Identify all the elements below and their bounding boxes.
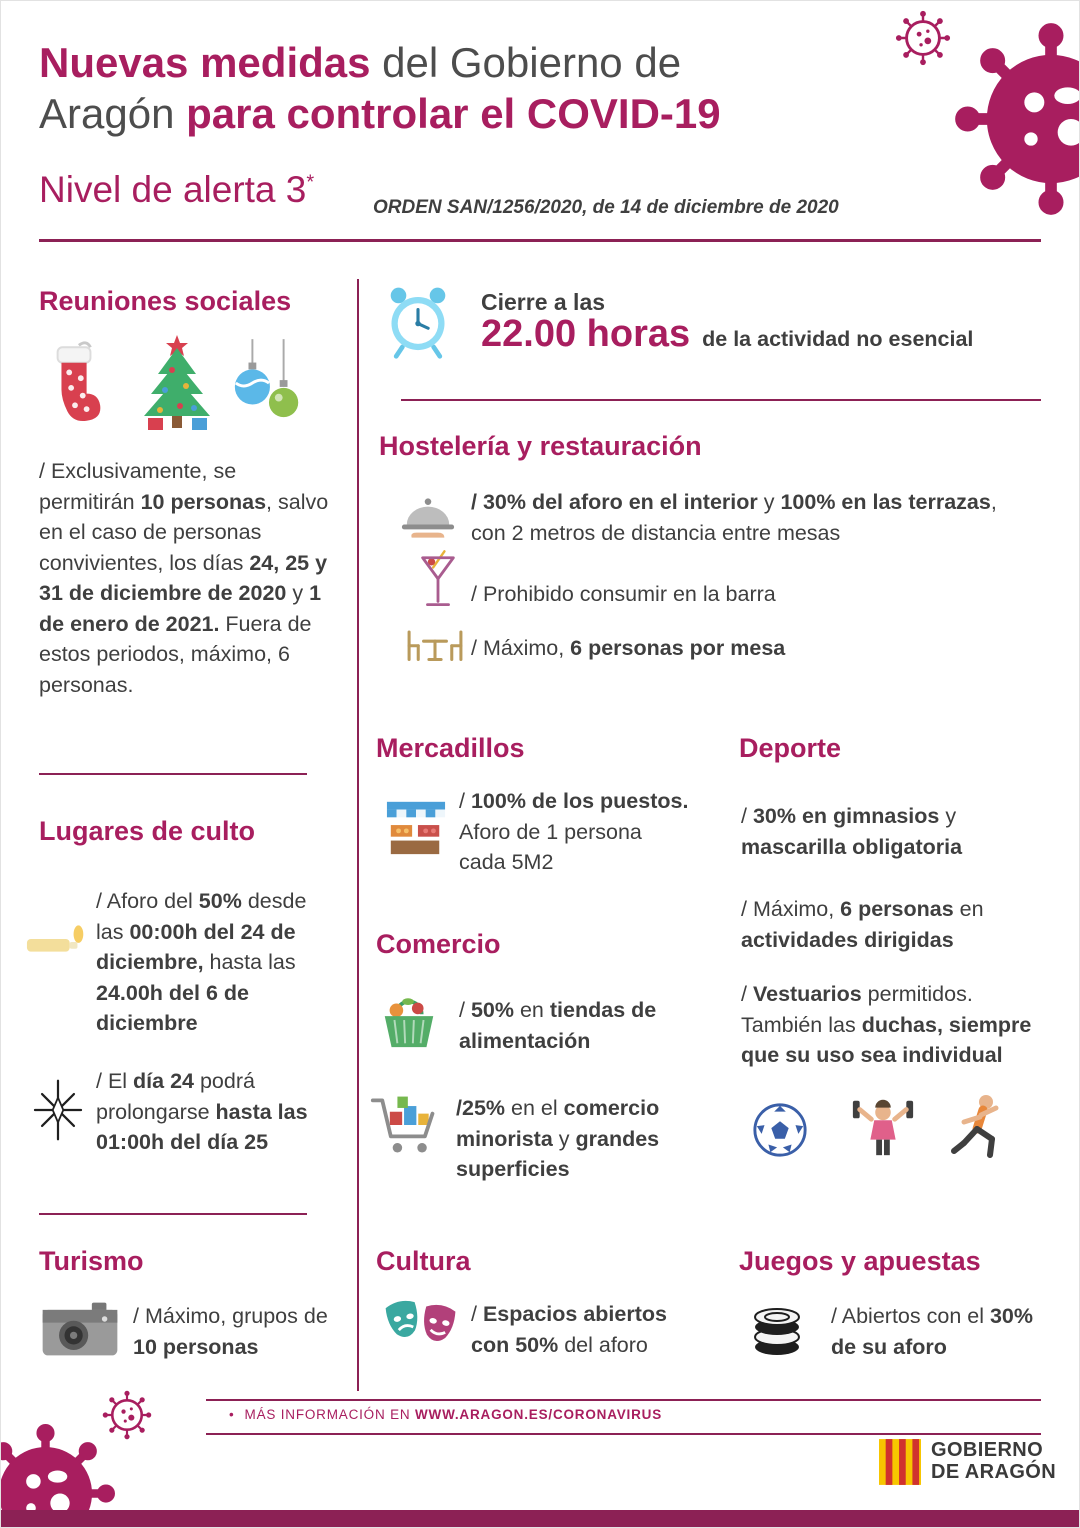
theater-masks-icon — [384, 1297, 458, 1355]
table-chairs-icon — [403, 625, 467, 665]
footer-info — [229, 1407, 662, 1422]
comercio-item-2: /25% en el comercio minorista y grandes superficies — [456, 1096, 660, 1182]
logo-text — [931, 1440, 1056, 1483]
footer-rule-top — [206, 1399, 1041, 1401]
section-heading-culto: Lugares de culto — [39, 816, 256, 846]
runner-icon — [949, 1093, 1011, 1163]
market-stall-icon — [385, 796, 447, 858]
reuniones-body: / Exclusivamente, se permitirán 10 personas, salvo en el caso de personas convivientes, los días 24, 25 y 31 de diciembre de 2020 y 1 de enero de 2021. Fuera de estos periodos, máximo, 6 personas. — [39, 459, 329, 697]
section-heading-comercio: Comercio — [376, 929, 501, 959]
hosteleria-item-3: / Máximo, 6 personas por mesa — [471, 636, 786, 660]
deporte-item-1: / 30% en gimnasios y mascarilla obligatoria — [741, 804, 963, 859]
closure-rest: de la actividad no esencial — [702, 327, 974, 351]
turismo-item: / Máximo, grupos de 10 personas — [133, 1304, 328, 1359]
shopping-cart-icon — [369, 1089, 441, 1161]
mercadillos-item: / 100% de los puestos. Aforo de 1 persona cada 5M2 — [459, 789, 689, 875]
info-bullet: • — [229, 1407, 235, 1422]
juegos-item: / Abiertos con el 30% de su aforo — [831, 1304, 1033, 1359]
bottom-color-bar — [1, 1510, 1080, 1528]
footer-rule-bottom — [206, 1433, 1041, 1435]
candle-icon — [25, 919, 93, 961]
section-heading-reuniones: Reuniones sociales — [39, 286, 292, 316]
left-divider-2 — [39, 1213, 307, 1215]
comercio-item-1: / 50% en tiendas de alimentación — [459, 998, 657, 1053]
page-title-line2: Aragón para controlar el COVID-19 — [39, 90, 721, 138]
cocktail-icon — [417, 549, 459, 615]
cloche-icon — [397, 493, 459, 543]
closure-time: 22.00 horas — [481, 313, 691, 355]
alert-level — [39, 169, 314, 211]
closure-intro: Cierre a las — [481, 289, 606, 315]
cultura-item: / Espacios abiertos con 50% del aforo — [471, 1302, 667, 1357]
stocking-icon — [46, 339, 104, 429]
section-heading-turismo: Turismo — [39, 1246, 144, 1276]
camera-icon — [39, 1297, 121, 1361]
poker-chips-icon — [749, 1299, 805, 1359]
soccer-ball-icon — [751, 1101, 809, 1159]
alert-level-text: Nivel de alerta 3 — [39, 169, 307, 210]
grocery-basket-icon — [377, 989, 441, 1053]
info-prefix: MÁS INFORMACIÓN EN — [244, 1407, 415, 1422]
info-url: WWW.ARAGON.ES/CORONAVIRUS — [415, 1407, 662, 1422]
aragon-flag-icon — [879, 1439, 921, 1485]
logo-line1: GOBIERNO — [931, 1439, 1044, 1462]
vertical-divider — [357, 279, 359, 1391]
section-heading-cultura: Cultura — [376, 1246, 471, 1276]
closure-time-line — [481, 313, 973, 356]
closure-rule — [401, 399, 1041, 401]
section-heading-hosteleria: Hostelería y restauración — [379, 431, 702, 461]
hosteleria-item-2: / Prohibido consumir en la barra — [471, 582, 776, 606]
page-title-line1: Nuevas medidas del Gobierno de — [39, 39, 682, 86]
christmas-tree-icon — [131, 334, 223, 434]
weightlifter-icon — [849, 1093, 917, 1161]
baubles-icon — [229, 339, 307, 429]
page-title — [39, 37, 899, 139]
alert-asterisk: * — [306, 171, 315, 194]
section-heading-juegos: Juegos y apuestas — [739, 1246, 981, 1276]
culto-item-1: / Aforo del 50% desde las 00:00h del 24 de diciembre, hasta las 24.00h del 6 de diciembre — [96, 889, 307, 1036]
gobierno-aragon-logo — [879, 1439, 1056, 1485]
section-heading-mercadillos: Mercadillos — [376, 733, 525, 763]
left-divider-1 — [39, 773, 307, 775]
deporte-item-3: / Vestuarios permitidos. También las duchas, siempre que su uso sea individual — [741, 982, 1032, 1068]
hosteleria-item-1: / 30% del aforo en el interior y 100% en las terrazas, con 2 metros de distancia entre mesas — [471, 490, 997, 545]
virus-icon — [894, 9, 952, 67]
order-reference: ORDEN SAN/1256/2020, de 14 de diciembre de 2020 — [373, 197, 839, 218]
virus-icon — [951, 19, 1080, 219]
header-rule — [39, 239, 1041, 242]
logo-line2: DE ARAGÓN — [931, 1461, 1057, 1483]
deporte-item-2: / Máximo, 6 personas en actividades dirigidas — [741, 897, 984, 952]
star-icon — [27, 1079, 89, 1141]
alarm-clock-icon — [379, 283, 457, 361]
section-heading-deporte: Deporte — [739, 733, 842, 763]
culto-item-2: / El día 24 podrá prolongarse hasta las 01:00h del día 25 — [96, 1069, 308, 1155]
